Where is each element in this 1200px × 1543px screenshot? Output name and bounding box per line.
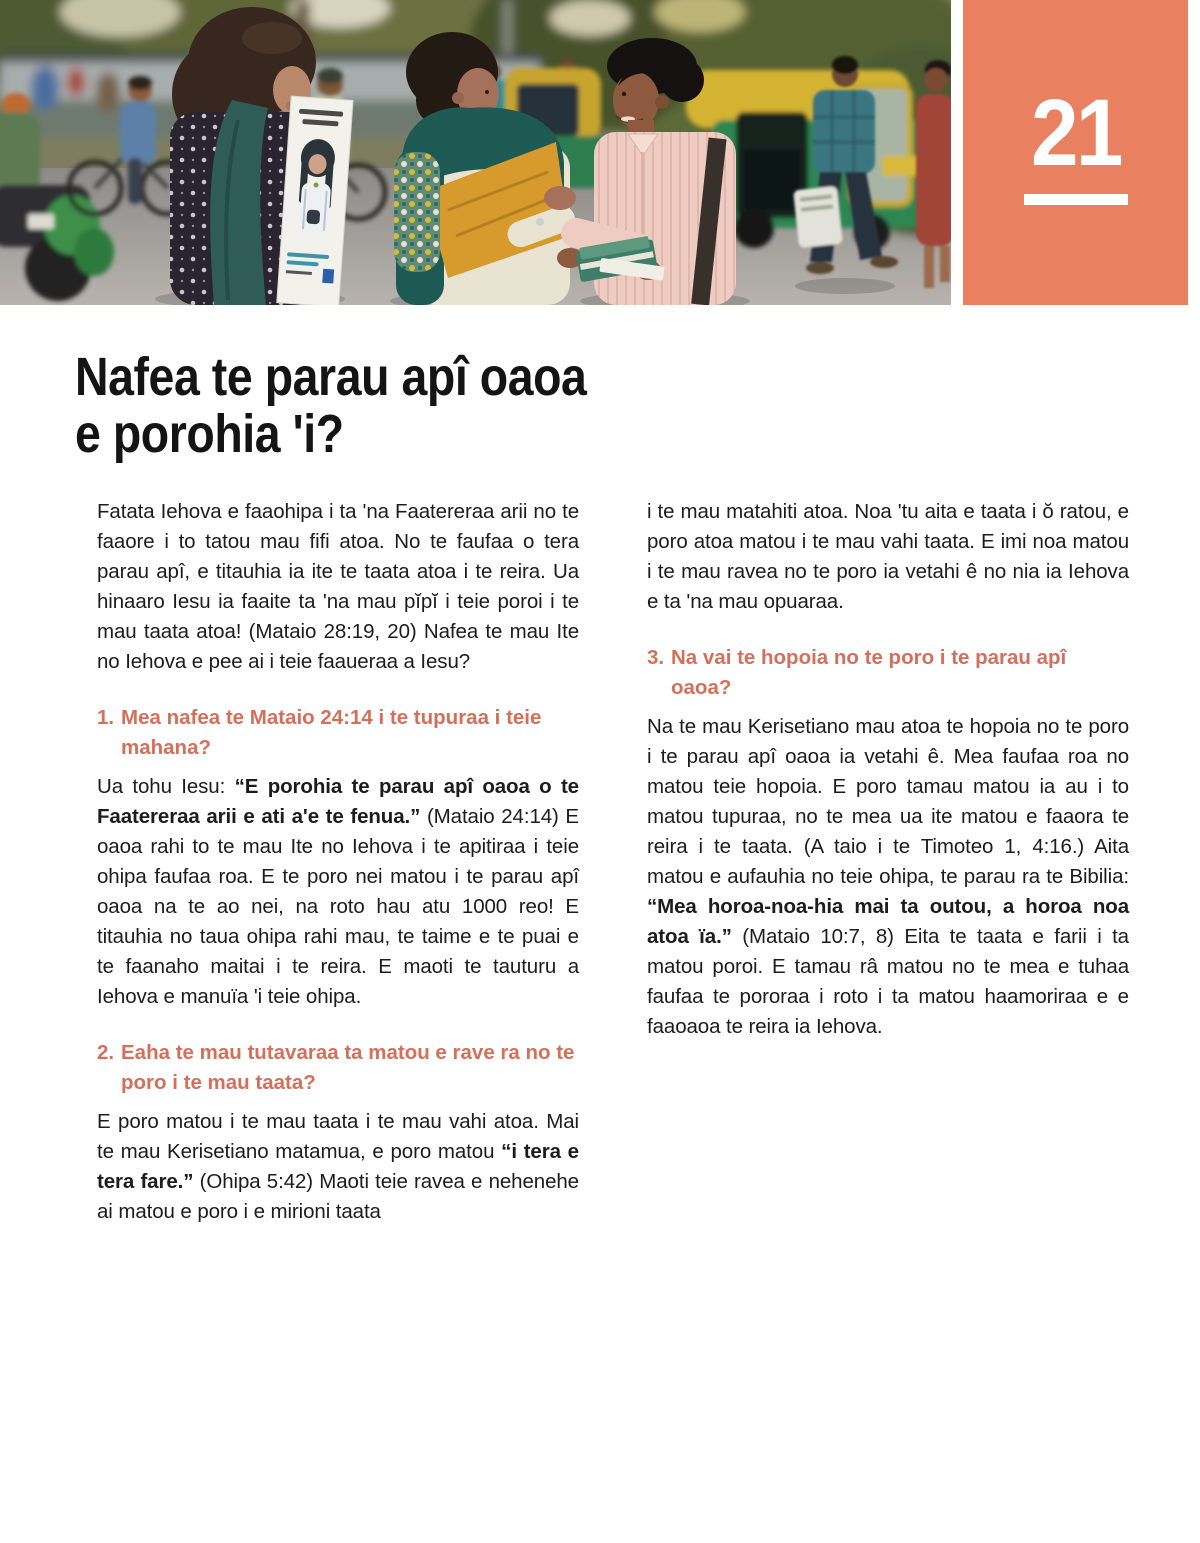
page-title-line1: Nafea te parau apî oaoa [75, 347, 587, 407]
question-3-number: 3. [647, 646, 665, 669]
answer-2-paragraph-part1: E poro matou i te mau taata i te mau vahi atoa. Mai te mau Kerisetiano matamua, e poro matou “i tera e tera fare.” (Ohipa 5:42) Maoti teie ravea e nehenehe ai matou e poro i e mirioni taata [97, 1110, 579, 1223]
answer-1-paragraph: Ua tohu Iesu: “E porohia te parau apî oaoa o te Faatereraa arii e ati a'e te fenua.” (Mataio 24:14) E oaoa rahi to te mau Ite no Iehova i te apitiraa i teie ohipa faufaa roa. E te poro nei matou i te parau apî oaoa na te ao nei, na roto hau atu 1000 reo! E titauhia no taua ohipa rahi mau, te taime e te puai e te faanaho maitai i te reira. E maoti te tauturu a Iehova e manuïa 'i teie ohipa. [97, 775, 580, 1008]
question-1-text: Mea nafea te Mataio 24:14 i te tupuraa i teie mahana? [121, 706, 542, 759]
question-2-text: Eaha te mau tutavaraa ta matou e rave ra no te poro i te mau taata? [121, 1041, 575, 1094]
question-1-heading [97, 703, 579, 763]
question-2-heading [97, 1038, 579, 1098]
article-columns [97, 497, 1129, 1227]
lesson-number: 21 [1030, 80, 1121, 186]
question-2-number: 2. [97, 1041, 115, 1064]
answer-3-paragraph: Na te mau Kerisetiano mau atoa te hopoia no te poro i te parau apî oaoa ia vetahi ê. Mea faufaa roa no matou teie hopoia. E poro tamau matou ia au i to matou tupuraa, no te mea ua ite matou e faaora te reira i te taata. (A taio i te Timoteo 1, 4:16.) Aita matou e aufauhia no teie ohipa, te parau ra te Bibilia: “Mea horoa-noa-hia mai ta outou, a horoa noa atoa ïa.” (Mataio 10:7, 8) Eita te taata e farii i ta matou poroi. E tamau râ matou no te mea e tuhaa faufaa te pororaa i roto i ta matou haamoriraa e e faaoaoa te reira ia Iehova. [647, 715, 1129, 1038]
answer-2-paragraph-part2: i te mau matahiti atoa. Noa 'tu aita e taata i ŏ ratou, e poro atoa matou i te mau vahi taata. E imi noa matou i te mau ravea no te poro ia vetahi ê no nia ia Iehova e ta 'na mau opuaraa. [647, 500, 1129, 613]
question-3-heading [647, 643, 1129, 703]
street-scene-illustration [0, 0, 951, 305]
question-1-number: 1. [97, 706, 115, 729]
lesson-number-badge [963, 0, 1188, 305]
page-title [75, 349, 670, 463]
hero [0, 0, 1200, 305]
column-left [97, 497, 579, 1227]
street-preaching-photo [0, 0, 951, 305]
lesson-number-underline [1024, 194, 1128, 205]
page-title-line2: e porohia 'i? [75, 404, 344, 464]
column-right [647, 497, 1129, 1227]
question-3-text: Na vai te hopoia no te poro i te parau apî oaoa? [671, 646, 1067, 699]
intro-paragraph: Fatata Iehova e faaohipa i ta 'na Faatereraa arii no te faaore i to tatou mau fifi atoa. No te faufaa o tera parau apî, e titauhia ia ite te taata atoa i te reira. Ua hinaaro Iesu ia faaite ta 'na mau pĭpĭ i teie poroi i te mau taata atoa! (Mataio 28:19, 20) Nafea te mau Ite no Iehova e pee ai i teie faaueraa a Iesu? [97, 500, 579, 673]
